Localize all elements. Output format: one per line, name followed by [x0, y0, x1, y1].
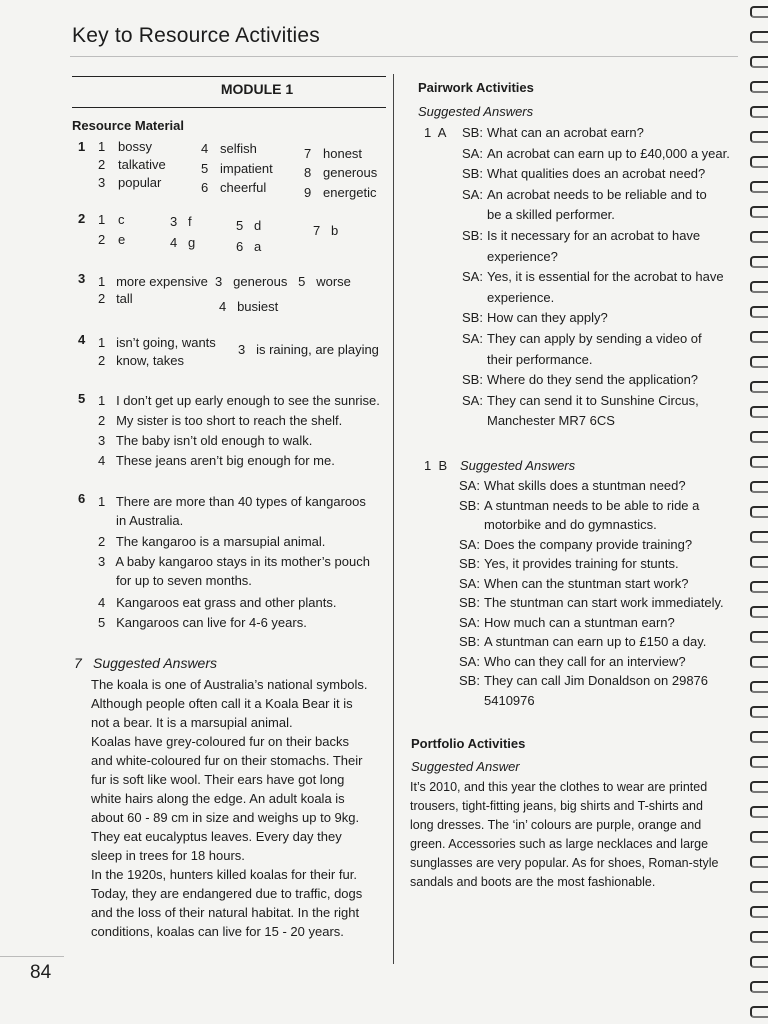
- answer-line: 3 The baby isn’t old enough to walk.: [98, 433, 313, 448]
- answer-letter: d: [254, 218, 262, 233]
- dialogue-line: be a skilled performer.: [487, 207, 615, 223]
- answer-word: selfish: [220, 141, 257, 156]
- binding-ring: [750, 781, 768, 793]
- answer-word: cheerful: [220, 180, 267, 195]
- binding-ring: [750, 731, 768, 743]
- binding-ring: [750, 6, 768, 18]
- exercise-number: 6: [78, 491, 86, 506]
- part-label: 1 A: [424, 125, 447, 140]
- spiral-binding: [748, 0, 768, 1024]
- exercise-number: 1: [78, 139, 86, 154]
- answer-letter: e: [118, 232, 126, 247]
- column-divider: [393, 74, 394, 964]
- dialogue-line: The stuntman can start work immediately.: [484, 595, 724, 610]
- binding-ring: [750, 556, 768, 568]
- speaker-label: SA:: [459, 478, 480, 493]
- speaker-label: SA:: [459, 575, 480, 591]
- dialogue-line: Does the company provide training?: [484, 536, 693, 552]
- speaker-label: SA:: [462, 392, 483, 408]
- item-number: 6: [201, 180, 209, 195]
- answer-letter: g: [188, 235, 196, 250]
- suggested-answers-heading: Suggested Answers: [460, 458, 576, 473]
- dialogue-line: An acrobat needs to be reliable and to: [487, 186, 707, 202]
- portfolio-paragraph: It’s 2010, and this year the clothes to wear are printed trousers, tight-fitting jeans, big shirts and T-shirts and long dresses. The ‘in’ colours are purple, orange and green. Accessories such as large necklaces and large sunglasses are very popular. As for shoes, Roman-style sandals and boots are the most fashionable.: [410, 780, 719, 889]
- binding-ring: [750, 906, 768, 918]
- binding-ring: [750, 306, 768, 318]
- speaker-label: SA:: [462, 269, 483, 285]
- answer-letter: c: [118, 212, 125, 227]
- dialogue-line: They can send it to Sunshine Circus,: [487, 392, 699, 408]
- portfolio-heading: Portfolio Activities: [411, 736, 526, 751]
- answer-line: 1 more expensive 3 generous 5 worse: [98, 274, 351, 289]
- speaker-label: SB:: [462, 125, 483, 140]
- speaker-label: SB:: [459, 634, 480, 649]
- item-number: 4: [170, 235, 178, 250]
- binding-ring: [750, 381, 768, 393]
- item-number: 5: [201, 161, 209, 176]
- part-label: 1 B: [424, 458, 448, 473]
- dialogue-line: How can they apply?: [487, 310, 608, 326]
- answer-line: 1 I don’t get up early enough to see the sunrise.: [98, 393, 380, 408]
- item-number: 7: [313, 223, 321, 238]
- binding-ring: [750, 281, 768, 293]
- answer-line: 2 tall: [98, 291, 133, 306]
- exercise-number: 3: [78, 271, 86, 286]
- speaker-label: SA:: [459, 614, 480, 630]
- dialogue-line: A stuntman can earn up to £150 a day.: [484, 634, 707, 649]
- binding-ring: [750, 606, 768, 618]
- answer-word: popular: [118, 175, 162, 190]
- suggested-answers-heading: Suggested Answers: [93, 655, 217, 671]
- answer-line: in Australia.: [98, 513, 184, 528]
- title-rule: [70, 56, 738, 57]
- dialogue-line: Yes, it provides training for stunts.: [484, 556, 679, 571]
- pairwork-heading: Pairwork Activities: [418, 80, 534, 95]
- dialogue-line: Where do they send the application?: [487, 372, 699, 388]
- binding-ring: [750, 131, 768, 143]
- speaker-label: SB:: [462, 166, 483, 182]
- binding-ring: [750, 481, 768, 493]
- resource-heading: Resource Material: [72, 118, 184, 133]
- binding-ring: [750, 956, 768, 968]
- answer-word: energetic: [323, 185, 377, 200]
- exercise-number: 2: [78, 211, 86, 226]
- dialogue-line: How much can a stuntman earn?: [484, 614, 675, 630]
- item-number: 9: [304, 185, 312, 200]
- speaker-label: SB:: [462, 372, 483, 388]
- dialogue-line: They can apply by sending a video of: [487, 331, 702, 346]
- answer-line: 2 My sister is too short to reach the shelf.: [98, 413, 343, 428]
- dialogue-line: What qualities does an acrobat need?: [487, 166, 706, 182]
- answer-line: 3 is raining, are playing: [238, 342, 379, 357]
- suggested-answers-heading: Suggested Answers: [418, 104, 534, 119]
- speaker-label: SB:: [459, 497, 480, 513]
- binding-ring: [750, 231, 768, 243]
- binding-ring: [750, 756, 768, 768]
- speaker-label: SA:: [462, 145, 483, 161]
- binding-ring: [750, 1006, 768, 1018]
- answer-line: 5 Kangaroos can live for 4-6 years.: [98, 615, 307, 630]
- binding-ring: [750, 631, 768, 643]
- item-number: 6: [236, 239, 244, 254]
- dialogue-line: Manchester MR7 6CS: [487, 413, 615, 429]
- dialogue-line: Is it necessary for an acrobat to have: [487, 228, 701, 243]
- answer-line: 4 Kangaroos eat grass and other plants.: [98, 595, 337, 610]
- item-number: 2: [98, 232, 106, 247]
- speaker-label: SA:: [462, 186, 483, 202]
- dialogue-line: What skills does a stuntman need?: [484, 478, 686, 493]
- speaker-label: SB:: [462, 228, 483, 243]
- answer-word: talkative: [118, 157, 166, 172]
- dialogue-line: experience?: [487, 248, 558, 264]
- binding-ring: [750, 56, 768, 68]
- binding-ring: [750, 406, 768, 418]
- exercise-number: 4: [78, 332, 86, 347]
- binding-ring: [750, 656, 768, 668]
- binding-ring: [750, 806, 768, 818]
- dialogue-line: When can the stuntman start work?: [484, 575, 689, 591]
- binding-ring: [750, 931, 768, 943]
- speaker-label: SA:: [459, 536, 480, 552]
- binding-ring: [750, 881, 768, 893]
- dialogue-line: An acrobat can earn up to £40,000 a year.: [487, 145, 730, 161]
- item-number: 3: [98, 175, 106, 190]
- answer-word: bossy: [118, 139, 152, 154]
- page-number: 84: [30, 962, 52, 983]
- koala-paragraph: The koala is one of Australia’s national symbols. Although people often call it a Koala Bear it is not a bear. It is a marsupial animal. Koalas have grey-coloured fur on their backs and white-coloured fur on their stomachs. Their fur is soft like wool. Their ears have got long white hairs along the edge. An adult koala is about 60 - 89 cm in size and weighs up to 9kg. They eat eucalyptus leaves. Every day they sleep in trees for 18 hours. In the 1920s, hunters killed koalas for their fur. Today, they are endangered due to traffic, dogs and the loss of their natural habitat. In the right conditions, koalas can live for 15 - 20 years.: [91, 677, 368, 939]
- module-title: MODULE 1: [220, 81, 294, 97]
- exercise-number: 5: [78, 391, 86, 406]
- answer-letter: a: [254, 239, 262, 254]
- binding-ring: [750, 181, 768, 193]
- binding-ring: [750, 156, 768, 168]
- binding-ring: [750, 356, 768, 368]
- binding-ring: [750, 431, 768, 443]
- item-number: 5: [236, 218, 244, 233]
- binding-ring: [750, 331, 768, 343]
- answer-line: 2 know, takes: [98, 353, 184, 368]
- dialogue-line: Yes, it is essential for the acrobat to have: [487, 269, 724, 285]
- binding-ring: [750, 856, 768, 868]
- answer-word: impatient: [220, 161, 273, 176]
- dialogue-line: They can call Jim Donaldson on 29876: [484, 673, 709, 688]
- binding-ring: [750, 981, 768, 993]
- answer-line: 4 These jeans aren’t big enough for me.: [98, 453, 335, 468]
- answer-line: 3 A baby kangaroo stays in its mother’s pouch: [98, 554, 370, 569]
- binding-ring: [750, 506, 768, 518]
- item-number: 1: [98, 139, 106, 154]
- dialogue-line: experience.: [487, 289, 555, 305]
- speaker-label: SB:: [459, 673, 480, 688]
- answer-word: honest: [323, 146, 363, 161]
- binding-ring: [750, 106, 768, 118]
- binding-ring: [750, 706, 768, 718]
- footer-rule: [0, 956, 64, 957]
- binding-ring: [750, 256, 768, 268]
- answer-letter: b: [331, 223, 339, 238]
- item-number: 7: [304, 146, 312, 161]
- speaker-label: SB:: [462, 310, 483, 326]
- answer-word: generous: [323, 165, 378, 180]
- binding-ring: [750, 681, 768, 693]
- dialogue-line: Who can they call for an interview?: [484, 653, 686, 669]
- item-number: 1: [98, 212, 106, 227]
- answer-line: 2 The kangaroo is a marsupial animal.: [98, 534, 326, 549]
- answer-line: for up to seven months.: [98, 573, 252, 588]
- binding-ring: [750, 831, 768, 843]
- item-number: 8: [304, 165, 312, 180]
- binding-ring: [750, 456, 768, 468]
- dialogue-line: motorbike and do gymnastics.: [484, 517, 657, 532]
- speaker-label: SB:: [459, 556, 480, 571]
- page-title: Key to Resource Activities: [72, 24, 320, 47]
- dialogue-line: What can an acrobat earn?: [487, 125, 644, 140]
- answer-line: 4 busiest: [219, 299, 279, 314]
- item-number: 2: [98, 157, 106, 172]
- answer-line: 1 isn’t going, wants: [98, 335, 216, 350]
- speaker-label: SB:: [459, 595, 480, 610]
- binding-ring: [750, 81, 768, 93]
- dialogue-line: A stuntman needs to be able to ride a: [484, 497, 700, 513]
- suggested-answer-heading: Suggested Answer: [411, 759, 520, 774]
- speaker-label: SA:: [462, 331, 483, 346]
- dialogue-line: 5410976: [484, 692, 535, 708]
- binding-ring: [750, 531, 768, 543]
- binding-ring: [750, 206, 768, 218]
- binding-ring: [750, 581, 768, 593]
- item-number: 4: [201, 141, 209, 156]
- answer-letter: f: [188, 214, 192, 229]
- exercise-number: 7: [74, 655, 82, 671]
- item-number: 3: [170, 214, 178, 229]
- dialogue-line: their performance.: [487, 351, 593, 367]
- answer-line: 1 There are more than 40 types of kangaroos: [98, 494, 366, 509]
- speaker-label: SA:: [459, 653, 480, 669]
- binding-ring: [750, 31, 768, 43]
